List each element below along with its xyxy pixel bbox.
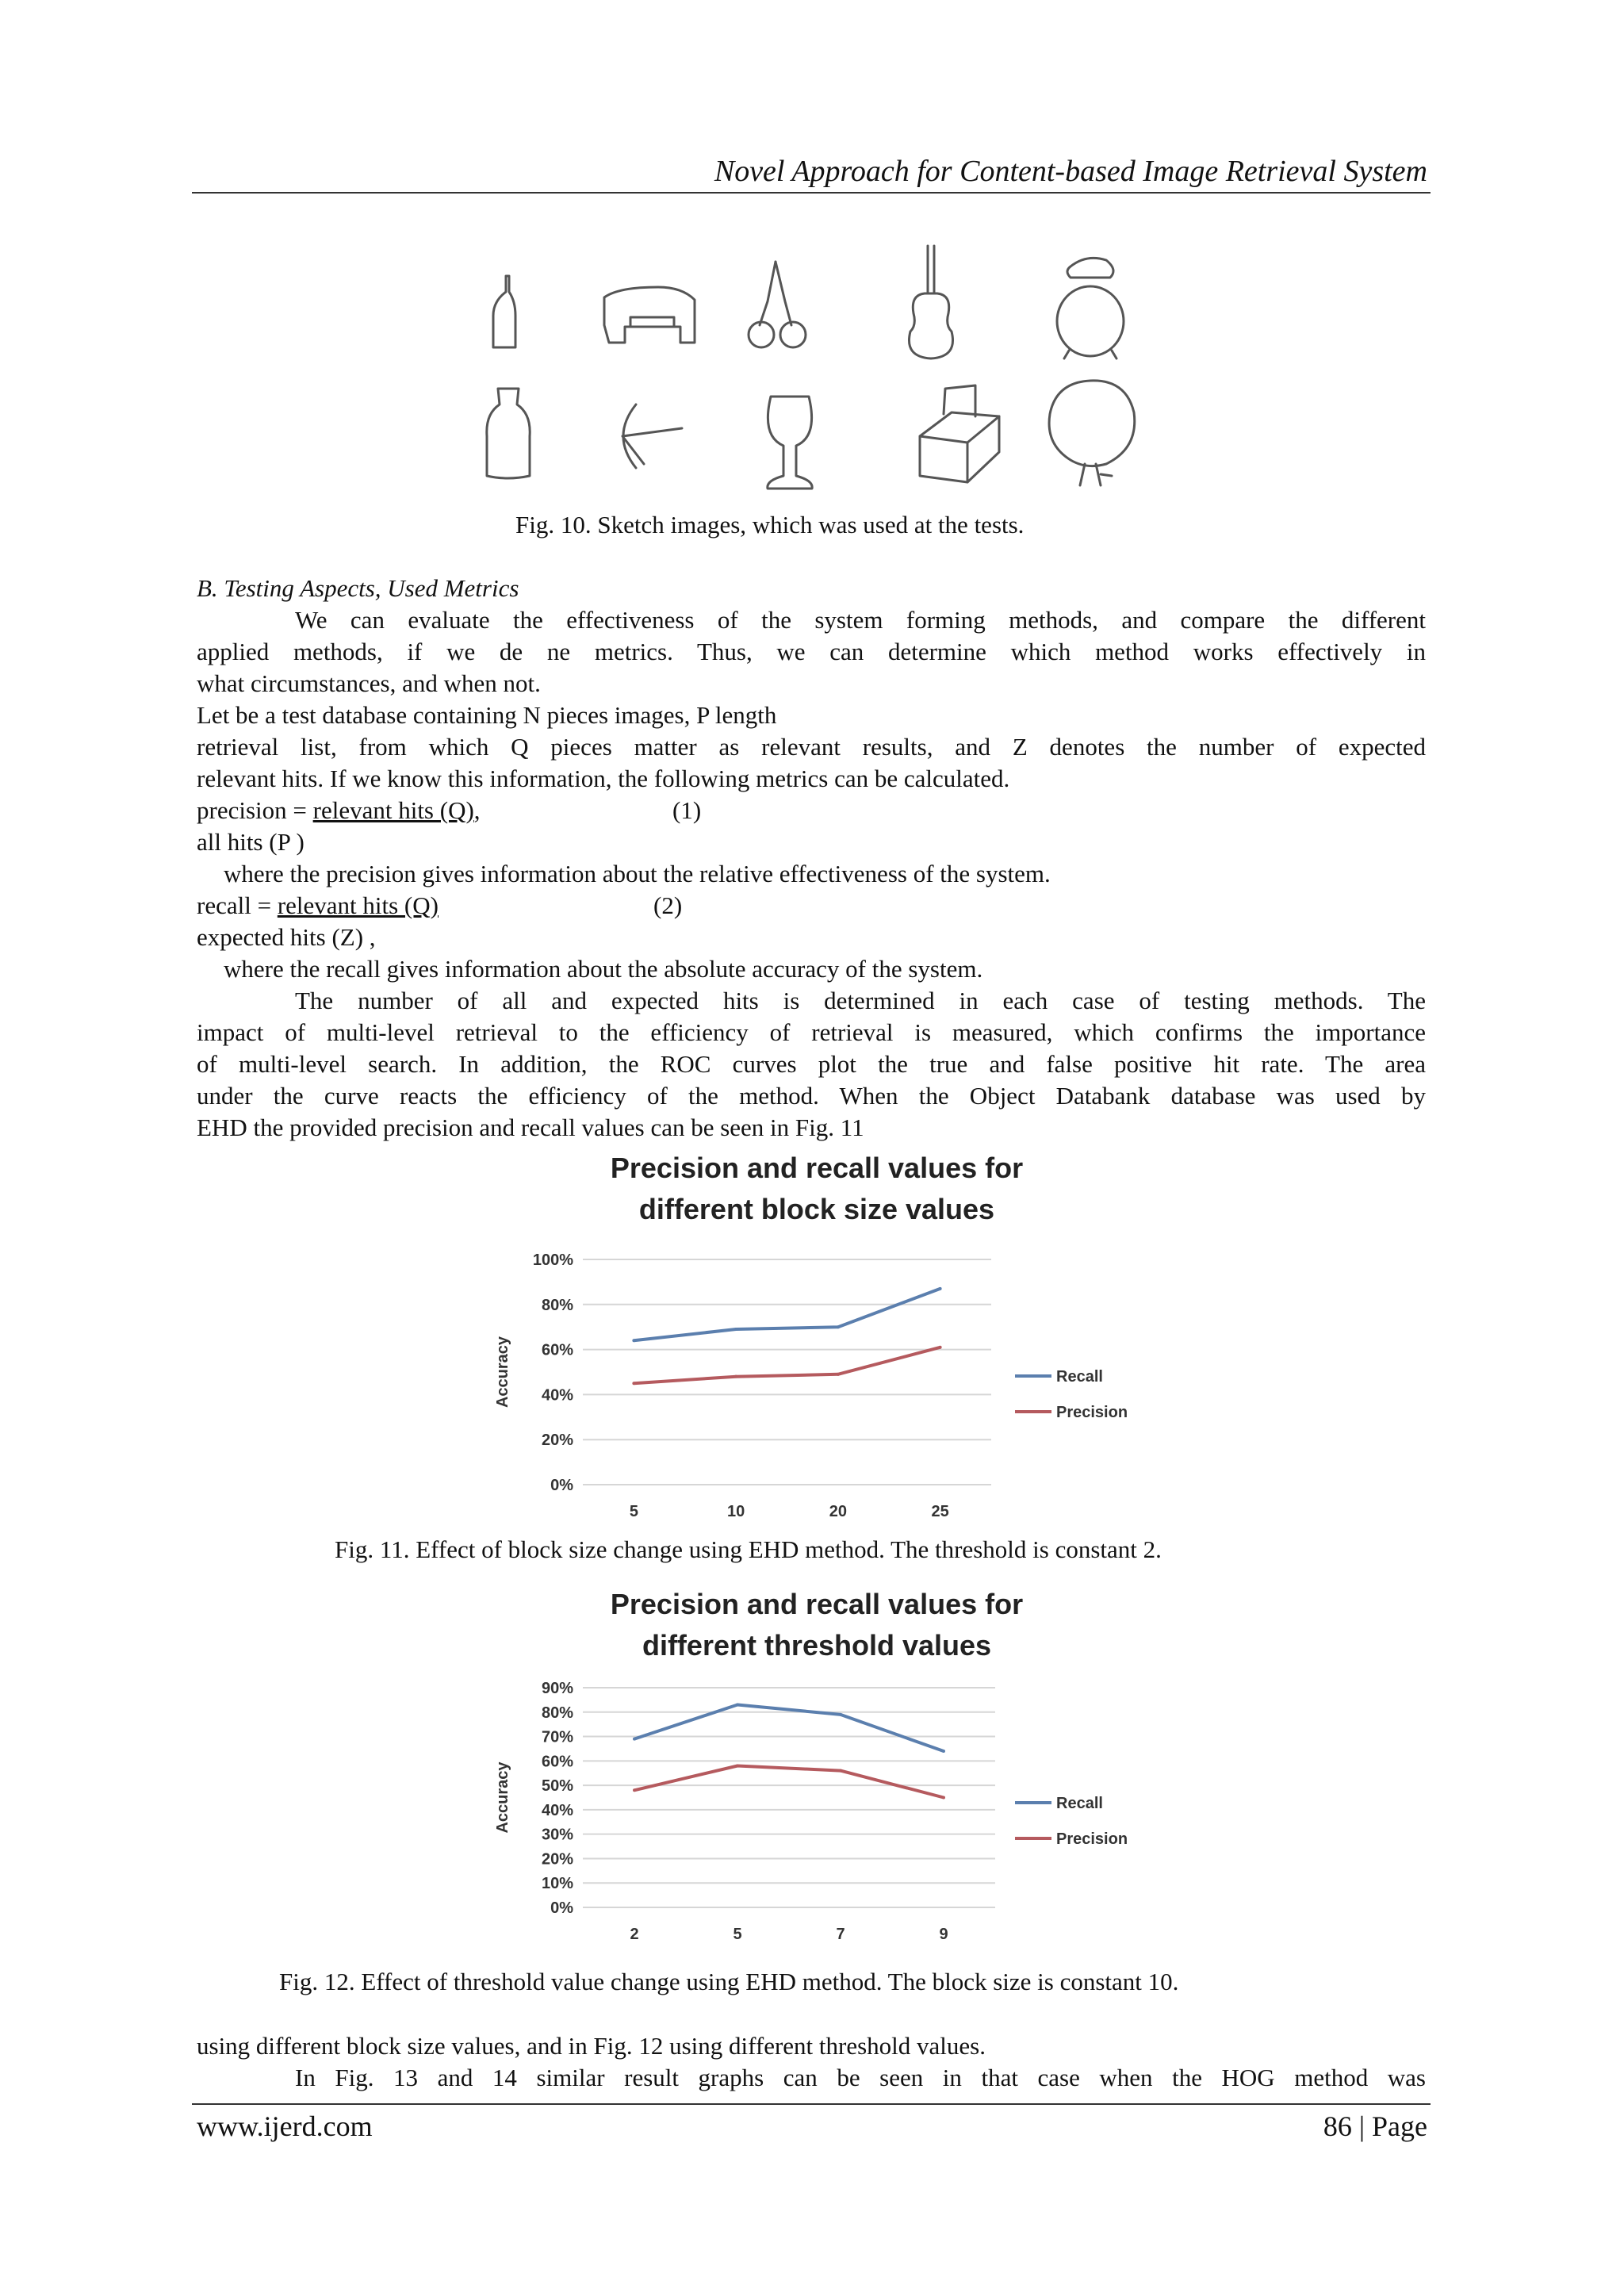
scissors-sketch-icon	[749, 262, 806, 347]
box-sketch-icon	[920, 385, 999, 482]
x-tick-label: 5	[629, 1503, 638, 1520]
data-point-recall	[632, 1339, 635, 1342]
y-tick-label: 0%	[550, 1477, 573, 1494]
wine-glass-sketch-icon	[768, 397, 812, 489]
data-point-precision	[837, 1373, 840, 1376]
body-line: EHD the provided precision and recall values can be seen in Fig. 11	[197, 1114, 864, 1141]
guitar-sketch-icon	[909, 246, 952, 358]
data-point-precision	[736, 1764, 739, 1767]
data-point-precision	[632, 1382, 635, 1385]
body-line: using different block size values, and in Fig. 12 using different threshold values.	[197, 2032, 986, 2060]
x-tick-label: 20	[829, 1503, 847, 1520]
data-point-recall	[736, 1704, 739, 1707]
equation-denominator: expected hits (Z) ,	[197, 923, 376, 951]
body-line: where the recall gives information about the absolute accuracy of the system.	[224, 955, 983, 983]
figure-12-caption: Fig. 12. Effect of threshold value change using EHD method. The block size is constant 10.	[279, 1968, 1179, 1995]
y-tick-label: 60%	[541, 1341, 573, 1359]
series-line-precision	[634, 1766, 944, 1798]
body-line: In Fig. 13 and 14 similar result graphs can be seen in that case when the HOG method was	[295, 2064, 1426, 2091]
chart-block-size	[476, 1154, 1189, 1527]
equation-recall	[197, 890, 1426, 922]
body-line: We can evaluate the effectiveness of the system forming methods, and compare the different	[295, 606, 1426, 634]
y-tick-label: 40%	[541, 1386, 573, 1405]
data-point-recall	[837, 1325, 840, 1328]
y-tick-label: 80%	[541, 1296, 573, 1314]
data-point-recall	[734, 1328, 737, 1331]
x-tick-label: 9	[939, 1926, 948, 1943]
body-line: Let be a test database containing N pieces images, P length	[197, 701, 777, 729]
y-tick-label: 90%	[541, 1680, 573, 1697]
footer-page-number: 86 | Page	[1323, 2110, 1427, 2142]
x-tick-label: 10	[727, 1503, 745, 1520]
bow-sketch-icon	[622, 404, 682, 468]
equation-comma: ,	[473, 796, 481, 824]
y-tick-label: 70%	[541, 1728, 573, 1746]
y-tick-label: 50%	[541, 1777, 573, 1796]
x-tick-label: 25	[931, 1503, 949, 1520]
x-tick-label: 7	[836, 1926, 845, 1943]
data-point-precision	[839, 1769, 842, 1773]
data-point-recall	[942, 1750, 945, 1753]
figure-11-caption: Fig. 11. Effect of block size change using EHD method. The threshold is constant 2.	[335, 1535, 1162, 1563]
equation-precision	[197, 795, 1426, 826]
tree-sketch-icon	[1049, 381, 1135, 485]
bottle-sketch-icon	[493, 276, 515, 347]
jar-sketch-icon	[487, 389, 530, 478]
data-point-precision	[939, 1346, 942, 1349]
sketch-figure	[460, 238, 1166, 504]
equation-number: (1)	[672, 796, 702, 824]
equation-lhs: recall =	[197, 891, 278, 919]
body-line: what circumstances, and when not.	[197, 669, 541, 697]
y-tick-label: 100%	[532, 1251, 573, 1269]
y-tick-label: 0%	[550, 1899, 573, 1917]
header-rule	[192, 192, 1431, 194]
data-point-precision	[734, 1375, 737, 1378]
y-tick-label: 40%	[541, 1801, 573, 1819]
body-line: impact of multi-level retrieval to the efficiency of retrieval is measured, which confirms the importance	[197, 1018, 1426, 1046]
legend-label-precision: Precision	[1056, 1830, 1128, 1848]
legend-label-recall: Recall	[1056, 1368, 1103, 1386]
series-line-recall	[634, 1289, 940, 1340]
data-point-recall	[839, 1713, 842, 1716]
body-line: of multi-level search. In addition, the ROC curves plot the true and false positive hit rate. The area	[197, 1050, 1426, 1078]
series-line-precision	[634, 1347, 940, 1383]
data-point-precision	[942, 1796, 945, 1800]
body-line: under the curve reacts the efficiency of the method. When the Object Databank database was used by	[197, 1082, 1426, 1110]
x-tick-label: 5	[733, 1926, 742, 1943]
body-line: relevant hits. If we know this information, the following metrics can be calculated.	[197, 765, 1010, 792]
y-tick-label: 60%	[541, 1753, 573, 1771]
body-line: applied methods, if we de ne metrics. Thus, we can determine which method works effectively in	[197, 638, 1426, 665]
equation-numerator: relevant hits (Q)	[277, 891, 439, 919]
y-tick-label: 20%	[541, 1432, 573, 1450]
running-header: Novel Approach for Content-based Image Retrieval System	[714, 155, 1427, 188]
data-point-recall	[633, 1738, 636, 1741]
equation-numerator: relevant hits (Q)	[312, 796, 474, 824]
chart-threshold	[476, 1582, 1189, 1959]
y-tick-label: 30%	[541, 1826, 573, 1844]
table-sketch-icon	[604, 287, 695, 343]
footer-website: www.ijerd.com	[197, 2110, 373, 2142]
chart-title-line: Precision and recall values for	[610, 1154, 1024, 1184]
legend-label-recall: Recall	[1056, 1795, 1103, 1812]
chart-title-line: different block size values	[638, 1193, 995, 1225]
y-tick-label: 80%	[541, 1704, 573, 1722]
legend-label-precision: Precision	[1056, 1404, 1128, 1421]
equation-number: (2)	[653, 891, 683, 919]
alarm-clock-sketch-icon	[1057, 258, 1124, 358]
chart-title-line: Precision and recall values for	[610, 1588, 1024, 1620]
data-point-precision	[633, 1788, 636, 1792]
section-heading: B. Testing Aspects, Used Metrics	[197, 574, 519, 602]
body-line: The number of all and expected hits is determined in each case of testing methods. The	[295, 987, 1426, 1014]
chart-title-line: different threshold values	[642, 1629, 992, 1662]
y-tick-label: 20%	[541, 1850, 573, 1869]
data-point-recall	[939, 1287, 942, 1290]
footer-rule	[192, 2103, 1431, 2105]
y-axis-label: Accuracy	[494, 1761, 511, 1834]
figure-10-caption: Fig. 10. Sketch images, which was used at the tests.	[515, 511, 1025, 539]
y-tick-label: 10%	[541, 1875, 573, 1893]
y-axis-label: Accuracy	[494, 1336, 511, 1409]
x-tick-label: 2	[630, 1926, 639, 1943]
body-line: where the precision gives information about the relative effectiveness of the system.	[224, 860, 1051, 887]
body-line: retrieval list, from which Q pieces matter as relevant results, and Z denotes the number of expected	[197, 733, 1426, 761]
equation-denominator: all hits (P )	[197, 828, 304, 856]
equation-lhs: precision =	[197, 796, 313, 824]
